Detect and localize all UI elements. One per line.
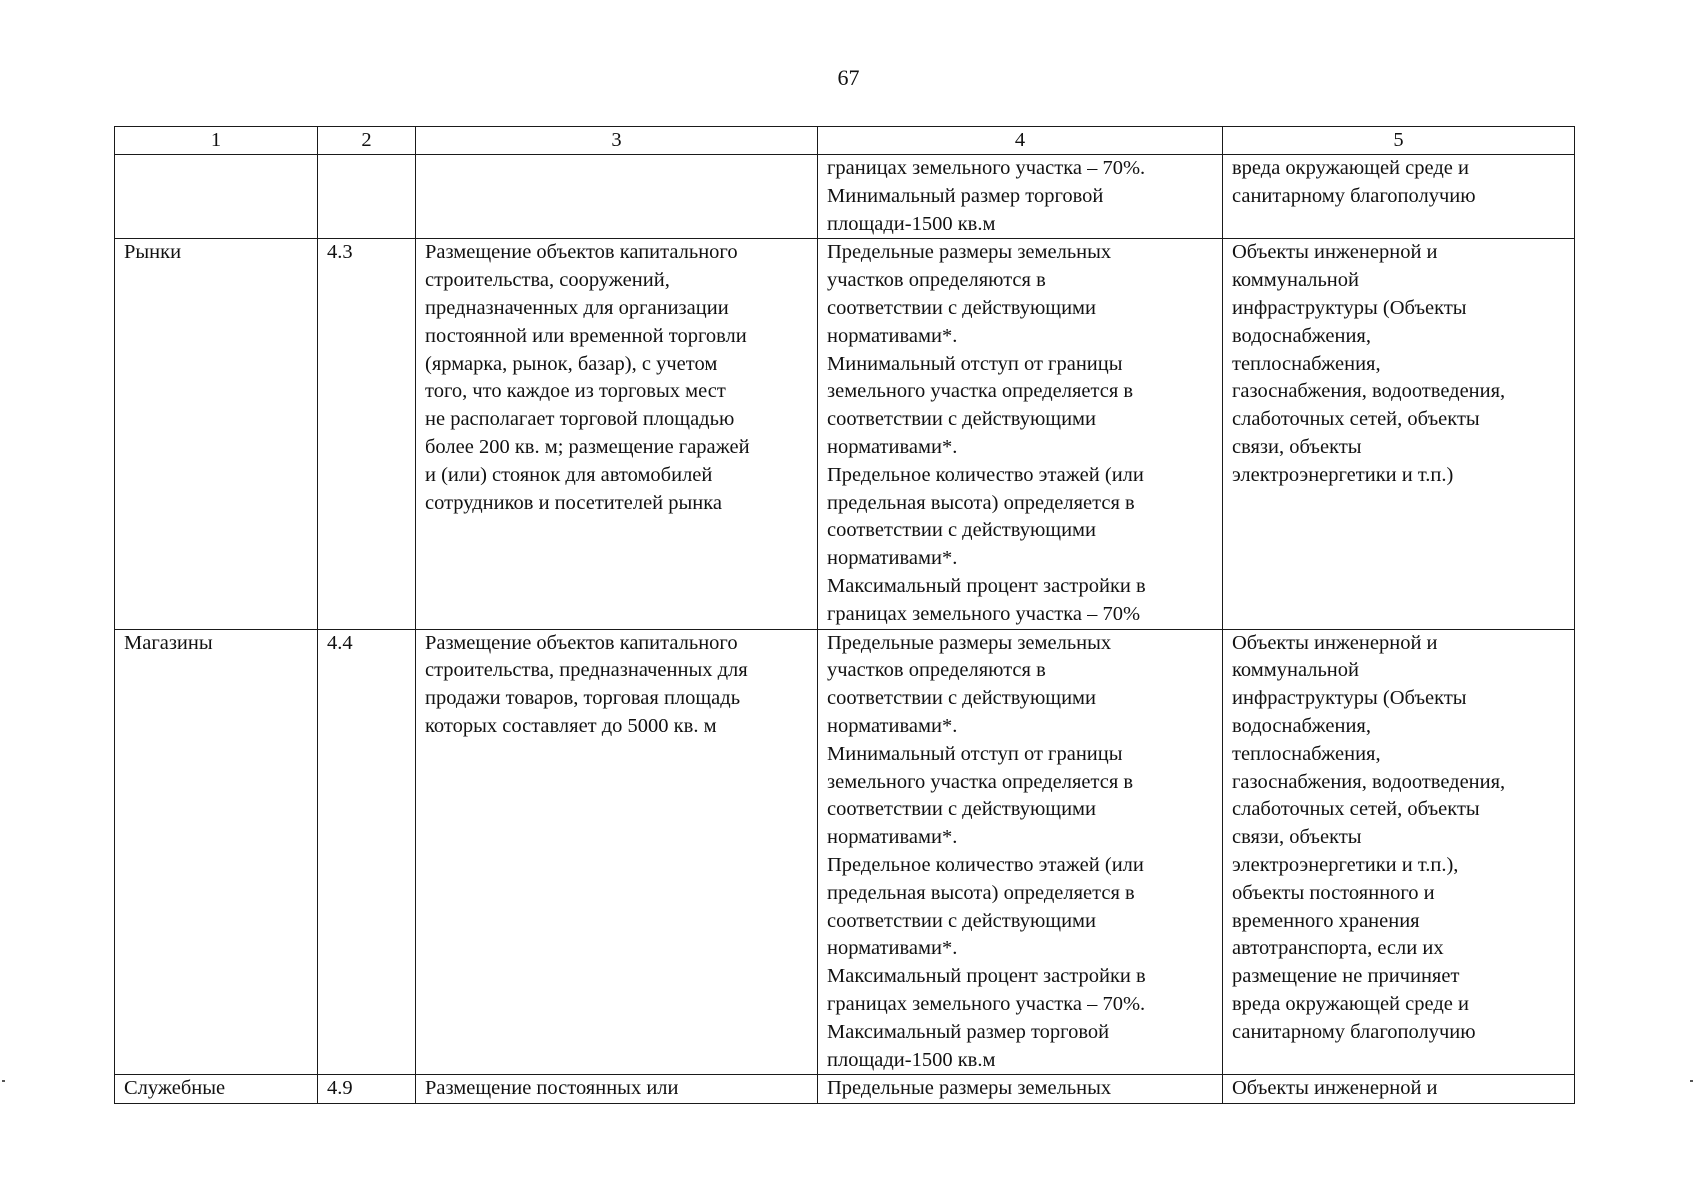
cell-text-line: границах земельного участка – 70%. (827, 157, 1146, 179)
cell-text-line: Максимальный процент застройки в (827, 574, 1146, 597)
cell-text-line: и (или) стоянок для автомобилей (425, 463, 713, 486)
cell-text-line: нормативами*. (827, 324, 958, 347)
cell-text-line: соответствии с действующими (827, 519, 1096, 542)
cell-text-line: слаботочных сетей, объекты (1232, 798, 1480, 821)
cell-text-line: теплоснабжения, (1232, 742, 1381, 765)
header-col-3: 3 (416, 127, 818, 155)
cell-text-line: земельного участка определяется в (827, 770, 1134, 793)
cell-parameters (818, 239, 1223, 629)
header-col-1: 1 (115, 127, 318, 155)
cell-text-line: того, что каждое из торговых мест (425, 380, 726, 403)
cell-description (416, 155, 818, 239)
cell-notes (1223, 629, 1575, 1075)
cell-text-line: строительства, предназначенных для (425, 659, 748, 682)
cell-text-line: автотранспорта, если их (1232, 937, 1444, 960)
cell-text-line: Минимальный отступ от границы (827, 352, 1123, 375)
cell-text-line: Размещение объектов капитального (425, 631, 738, 654)
cell-text-line: Объекты инженерной и (1232, 1077, 1438, 1100)
cell-text-line: земельного участка определяется в (827, 380, 1134, 403)
cell-text-line: нормативами*. (827, 826, 958, 849)
cell-name: Магазины (115, 629, 318, 1075)
cell-description (416, 239, 818, 629)
cell-text-line: не располагает торговой площадью (425, 408, 735, 431)
cell-text-line: сотрудников и посетителей рынка (425, 491, 722, 514)
table-row (115, 629, 1575, 1075)
cell-description (416, 1075, 818, 1104)
cell-text-line: инфраструктуры (Объекты (1232, 296, 1467, 319)
table-row (115, 1075, 1575, 1104)
cell-text-line: предельная высота) определяется в (827, 881, 1135, 904)
cell-text-line: границах земельного участка – 70%. (827, 992, 1146, 1015)
cell-name: Служебные (115, 1075, 318, 1104)
cell-notes (1223, 155, 1575, 239)
cell-text-line: предназначенных для организации (425, 296, 729, 319)
cell-text-line: участков определяются в (827, 269, 1046, 292)
cell-text-line: Минимальный отступ от границы (827, 742, 1123, 765)
cell-text-line: объекты постоянного и (1232, 881, 1435, 904)
page-number: 67 (837, 65, 860, 90)
cell-text-line: Предельные размеры земельных (827, 631, 1112, 654)
cell-text-line: границах земельного участка – 70% (827, 602, 1141, 625)
cell-text-line: коммунальной (1232, 269, 1359, 292)
cell-text-line: площади-1500 кв.м (827, 1048, 996, 1071)
cell-text-line: строительства, сооружений, (425, 269, 670, 292)
cell-text-line: Размещение объектов капитального (425, 241, 738, 264)
table-row (115, 155, 1575, 239)
cell-code: 4.4 (318, 629, 416, 1075)
cell-text-line: продажи товаров, торговая площадь (425, 687, 741, 710)
cell-text-line: связи, объекты (1232, 435, 1362, 458)
cell-text-line: Объекты инженерной и (1232, 631, 1438, 654)
cell-text-line: водоснабжения, (1232, 324, 1371, 347)
cell-name (115, 155, 318, 239)
cell-text-line: Предельные размеры земельных (827, 241, 1112, 264)
cell-text-line: Максимальный процент застройки в (827, 965, 1146, 988)
cell-text-line: слаботочных сетей, объекты (1232, 408, 1480, 431)
cell-text-line: нормативами*. (827, 714, 958, 737)
cell-text-line: газоснабжения, водоотведения, (1232, 770, 1506, 793)
cell-parameters (818, 1075, 1223, 1104)
header-row (115, 127, 1575, 155)
cell-notes (1223, 1075, 1575, 1104)
cell-text-line: соответствии с действующими (827, 408, 1096, 431)
cell-text-line: площади-1500 кв.м (827, 212, 996, 235)
land-use-table (114, 126, 1575, 1104)
cell-code: 4.9 (318, 1075, 416, 1104)
cell-text-line: Предельное количество этажей (или (827, 463, 1144, 486)
scan-mark-right (1690, 1080, 1693, 1082)
cell-text-line: более 200 кв. м; размещение гаражей (425, 435, 750, 458)
cell-text-line: предельная высота) определяется в (827, 491, 1135, 514)
scan-mark-left (2, 1080, 5, 1082)
cell-text-line: вреда окружающей среде и (1232, 992, 1469, 1015)
cell-text-line: размещение не причиняет (1232, 965, 1460, 988)
cell-text-line: санитарному благополучию (1232, 184, 1476, 207)
cell-text-line: соответствии с действующими (827, 798, 1096, 821)
cell-code: 4.3 (318, 239, 416, 629)
table-header (115, 127, 1575, 155)
cell-text-line: временного хранения (1232, 909, 1420, 932)
cell-text-line: соответствии с действующими (827, 687, 1096, 710)
cell-text-line: участков определяются в (827, 659, 1046, 682)
table-body (115, 155, 1575, 1104)
cell-text-line: электроэнергетики и т.п.) (1232, 463, 1454, 486)
cell-text-line: газоснабжения, водоотведения, (1232, 380, 1506, 403)
cell-text-line: Максимальный размер торговой (827, 1020, 1110, 1043)
cell-text-line: коммунальной (1232, 659, 1359, 682)
cell-text-line: которых составляет до 5000 кв. м (425, 714, 717, 737)
cell-text-line: электроэнергетики и т.п.), (1232, 853, 1459, 876)
cell-text-line: санитарному благополучию (1232, 1020, 1476, 1043)
cell-text-line: нормативами*. (827, 435, 958, 458)
cell-text-line: (ярмарка, рынок, базар), с учетом (425, 352, 718, 375)
cell-text-line: Объекты инженерной и (1232, 241, 1438, 264)
cell-text-line: вреда окружающей среде и (1232, 157, 1469, 179)
cell-text-line: соответствии с действующими (827, 909, 1096, 932)
header-col-4: 4 (818, 127, 1223, 155)
cell-text-line: соответствии с действующими (827, 296, 1096, 319)
cell-text-line: Минимальный размер торговой (827, 184, 1104, 207)
cell-parameters (818, 629, 1223, 1075)
cell-name: Рынки (115, 239, 318, 629)
cell-text-line: нормативами*. (827, 547, 958, 570)
cell-text-line: теплоснабжения, (1232, 352, 1381, 375)
cell-description (416, 629, 818, 1075)
cell-text-line: связи, объекты (1232, 826, 1362, 849)
cell-text-line: водоснабжения, (1232, 714, 1371, 737)
header-col-5: 5 (1223, 127, 1575, 155)
cell-code (318, 155, 416, 239)
cell-text-line: Предельные размеры земельных (827, 1077, 1112, 1100)
cell-text-line: Предельное количество этажей (или (827, 853, 1144, 876)
cell-text-line: постоянной или временной торговли (425, 324, 747, 347)
cell-notes (1223, 239, 1575, 629)
cell-text-line: Размещение постоянных или (425, 1077, 679, 1100)
cell-text-line: нормативами*. (827, 937, 958, 960)
header-col-2: 2 (318, 127, 416, 155)
cell-text-line: инфраструктуры (Объекты (1232, 687, 1467, 710)
cell-parameters (818, 155, 1223, 239)
table-row (115, 239, 1575, 629)
